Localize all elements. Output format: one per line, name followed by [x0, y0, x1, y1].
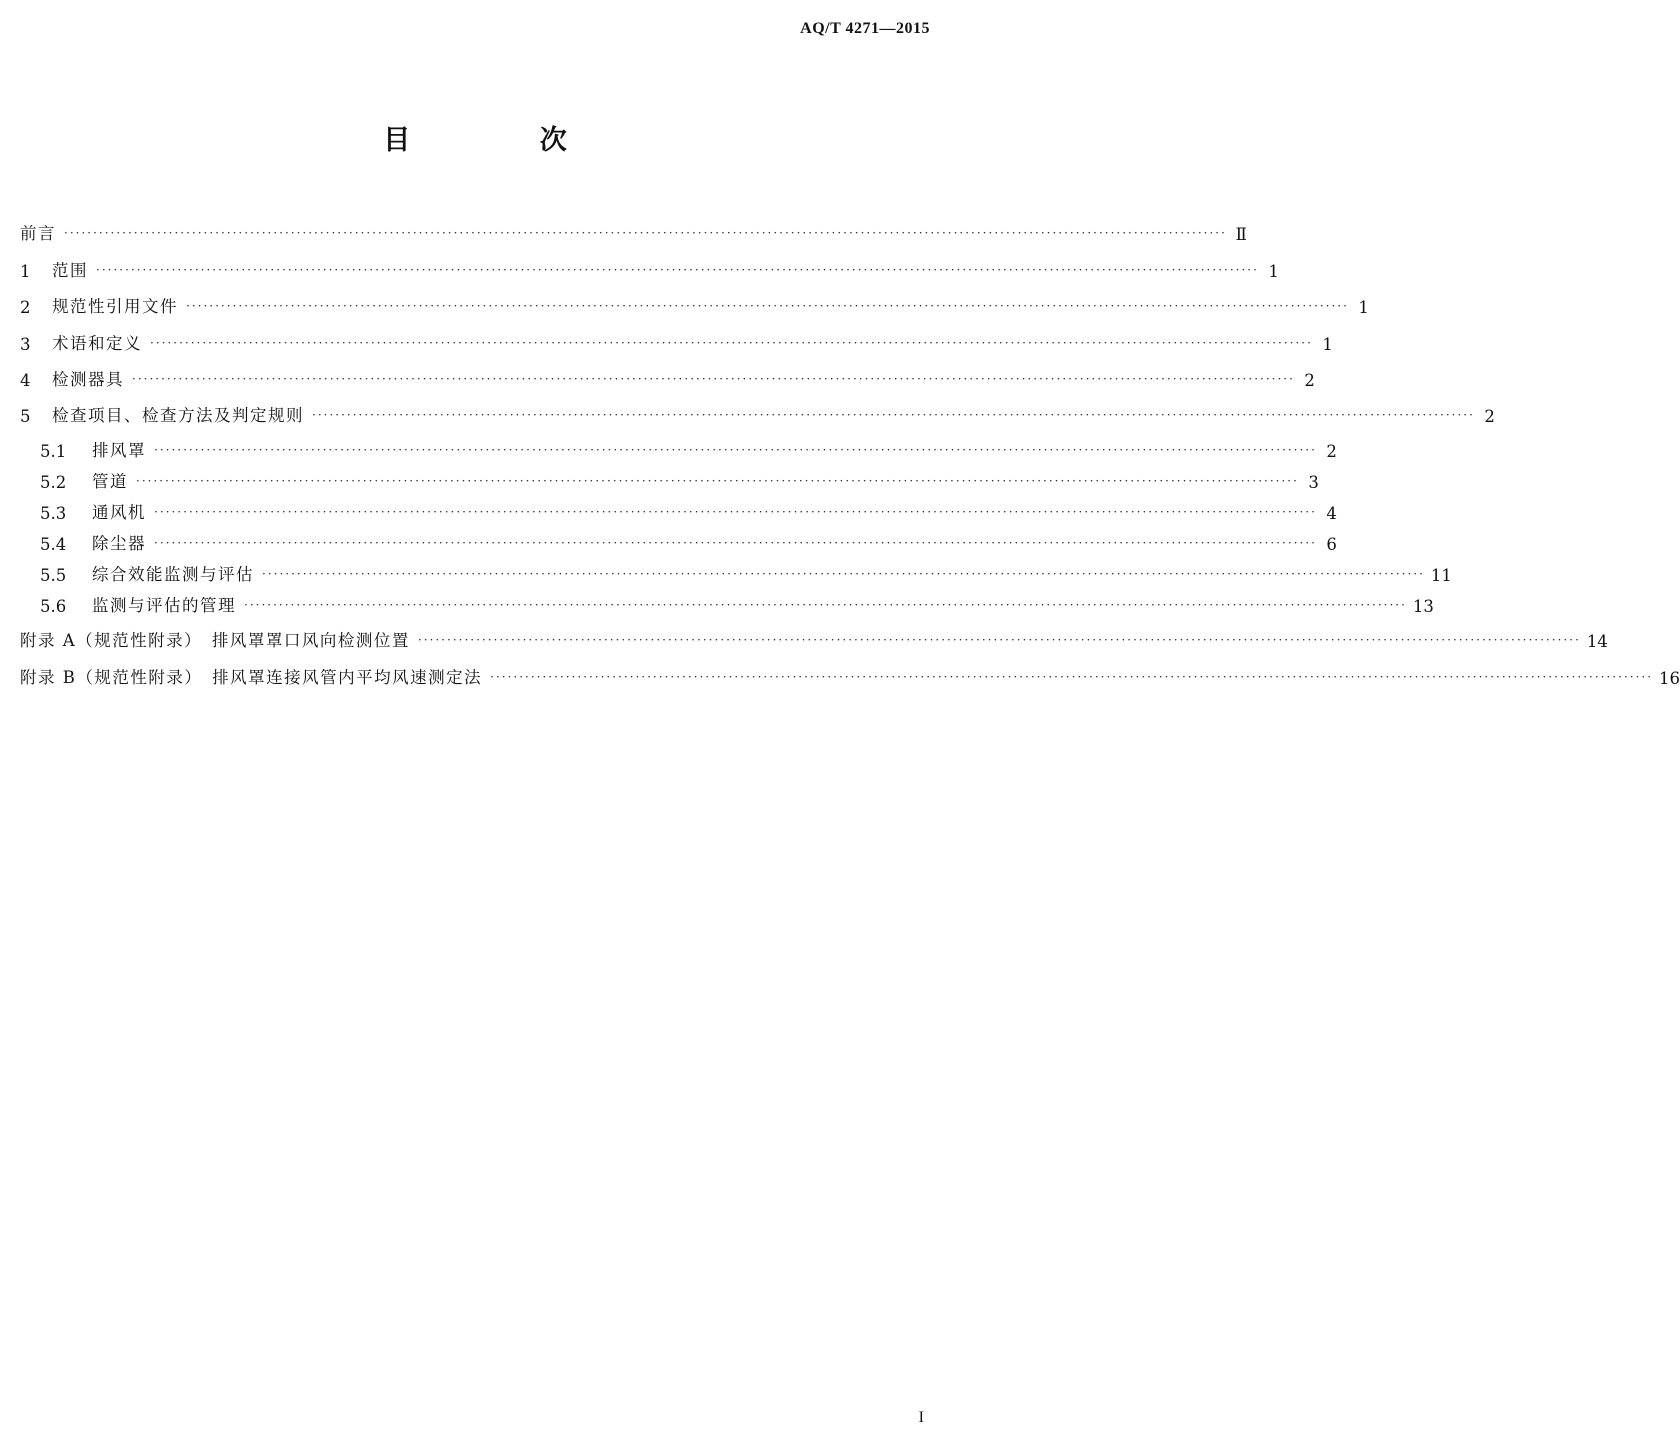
toc-page: 2 [1326, 442, 1337, 461]
toc-number: 5 [20, 407, 31, 426]
toc-leader: ········································································································································································································ [262, 567, 1425, 581]
toc-label: 附录 B（规范性附录） 排风罩连接风管内平均风速测定法 [20, 668, 483, 687]
toc-leader: ········································································································································································································ [132, 372, 1295, 386]
toc-entry-2[interactable] [20, 287, 1369, 317]
toc-label: 附录 A（规范性附录） 排风罩罩口风向检测位置 [20, 631, 410, 650]
toc-number: 5.6 [40, 597, 67, 616]
toc-entry-5-6[interactable] [40, 586, 1434, 616]
toc-entry-5-4[interactable] [40, 524, 1337, 554]
toc-page: 13 [1412, 597, 1434, 616]
toc-leader: ········································································································································································································ [244, 598, 1407, 612]
toc-page: Ⅱ [1235, 225, 1247, 244]
toc-entry-appendix-b[interactable] [20, 658, 1680, 688]
toc-leader: ········································································································································································································ [154, 443, 1317, 457]
toc-leader: ········································································································································································································ [136, 474, 1299, 488]
toc-leader: ········································································································································································································ [64, 226, 1227, 240]
toc-entry-5-5[interactable] [40, 555, 1452, 585]
toc-page: 4 [1326, 504, 1337, 523]
toc-number: 5.4 [40, 535, 67, 554]
toc-page: 2 [1304, 371, 1315, 390]
toc-page: 3 [1308, 473, 1319, 492]
toc-label: 除尘器 [92, 534, 146, 553]
toc-entry-5-1[interactable] [40, 431, 1337, 461]
toc-label: 术语和定义 [52, 334, 142, 353]
page-number: I [918, 1409, 924, 1426]
toc-leader: ········································································································································································································ [150, 336, 1313, 350]
toc-label: 检查项目、检查方法及判定规则 [52, 406, 304, 425]
toc-leader: ········································································································································································································ [312, 408, 1475, 422]
toc-entry-3[interactable] [20, 324, 1333, 354]
toc-leader: ········································································································································································································ [490, 670, 1654, 684]
toc-entry-foreword[interactable] [20, 214, 1247, 244]
toc-page: 1 [1268, 262, 1279, 281]
toc-label: 检测器具 [52, 370, 124, 389]
toc-label: 监测与评估的管理 [92, 596, 236, 615]
toc-entry-appendix-a[interactable] [20, 621, 1608, 651]
toc-label: 排风罩 [92, 441, 146, 460]
toc-number: 3 [20, 335, 31, 354]
toc-label: 范围 [52, 261, 88, 280]
toc-page: 1 [1358, 298, 1369, 317]
standard-code: AQ/T 4271—2015 [800, 20, 930, 37]
toc-number: 1 [20, 262, 31, 281]
toc-number: 5.3 [40, 504, 67, 523]
toc-leader: ········································································································································································································ [417, 633, 1581, 647]
toc-number: 5.1 [40, 442, 67, 461]
toc-page: 11 [1430, 566, 1452, 585]
toc-entry-4[interactable] [20, 360, 1315, 390]
toc-leader: ········································································································································································································ [186, 299, 1349, 313]
page-title: 目 次 [383, 125, 627, 156]
toc-page: 16 [1659, 669, 1680, 688]
toc-number: 2 [20, 298, 31, 317]
toc-label: 通风机 [92, 503, 146, 522]
toc-entry-5[interactable] [20, 396, 1495, 426]
toc-leader: ········································································································································································································ [154, 505, 1317, 519]
toc-leader: ········································································································································································································ [96, 263, 1259, 277]
toc-page: 6 [1326, 535, 1337, 554]
toc-number: 5.5 [40, 566, 67, 585]
toc-entry-5-3[interactable] [40, 493, 1337, 523]
toc-label: 综合效能监测与评估 [92, 565, 254, 584]
toc-entry-5-2[interactable] [40, 462, 1319, 492]
toc-label: 管道 [92, 472, 128, 491]
toc-number: 4 [20, 371, 31, 390]
toc-label: 前言 [20, 224, 56, 243]
toc-entry-1[interactable] [20, 251, 1279, 281]
toc-page: 14 [1586, 632, 1608, 651]
toc-page: 1 [1322, 335, 1333, 354]
toc-leader: ········································································································································································································ [154, 536, 1317, 550]
toc-number: 5.2 [40, 473, 67, 492]
toc-page: 2 [1484, 407, 1495, 426]
toc-label: 规范性引用文件 [52, 297, 178, 316]
